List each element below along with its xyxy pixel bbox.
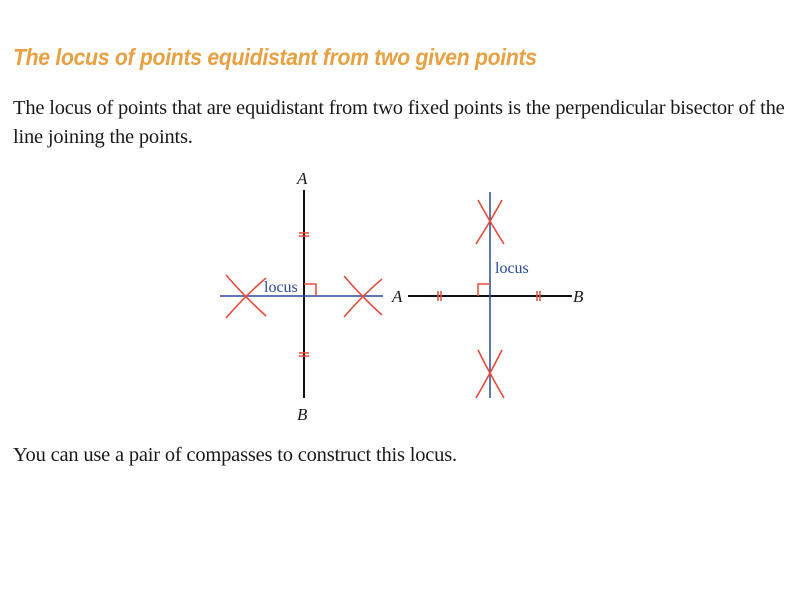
right-point-b-label: B — [573, 287, 584, 306]
diagram-horizontal-segment — [391, 192, 584, 398]
left-point-a-label: A — [297, 169, 308, 188]
perpendicular-bisector-figure — [0, 160, 800, 430]
intro-paragraph — [13, 94, 793, 152]
right-right-angle-marker — [478, 284, 490, 296]
page-title: The locus of points equidistant from two given points — [13, 44, 537, 70]
right-point-a-label: A — [392, 287, 403, 306]
left-point-b-label: B — [297, 405, 308, 424]
left-right-angle-marker — [304, 284, 316, 296]
diagram-vertical-segment — [220, 169, 383, 424]
right-locus-label: locus — [495, 260, 529, 277]
intro-text: The locus of points that are equidistant from two fixed points is the perpendicular bisector of the line joining the points. — [13, 97, 785, 148]
outro-text: You can use a pair of compasses to construct this locus. — [13, 444, 457, 466]
left-locus-label: locus — [264, 279, 298, 296]
